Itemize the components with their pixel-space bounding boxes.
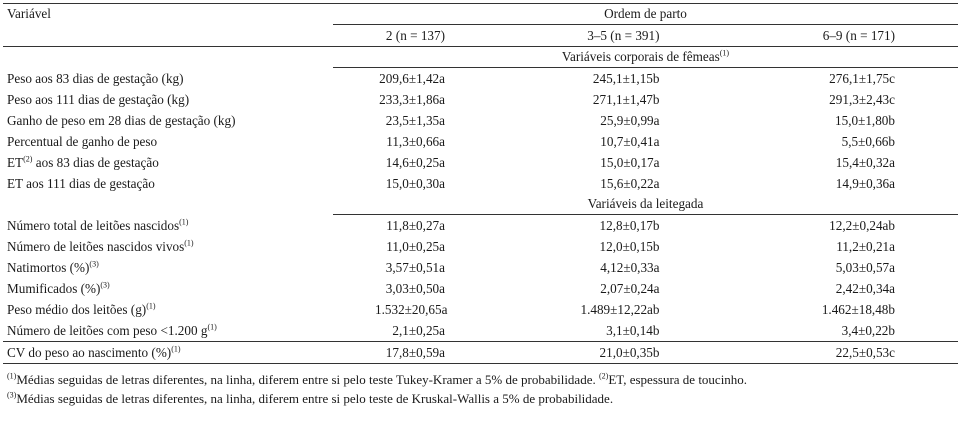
value-cell-2: 245,1±1,15b xyxy=(592,71,660,86)
value-cell-2: 15,6±0,22a xyxy=(600,176,660,191)
footnote-line-1: $^{(1)}$Médias seguidas de letras diferentes, na linha, diferem entre si pelo teste Tukey-Kramer a 5% de probabilidade. $^{(2)}$ET, espessura de toucinho. xyxy=(7,371,748,387)
value-cell-3: 22,5±0,53c xyxy=(724,342,958,364)
value-cell-2: 12,8±0,17b xyxy=(599,218,660,233)
table-row xyxy=(3,173,958,194)
table-row xyxy=(3,320,958,342)
value-cell-2: 12,0±0,15b xyxy=(599,239,660,254)
value-cell-1: 233,3±1,86a xyxy=(379,92,445,107)
value-cell-3: 11,2±0,21a xyxy=(836,239,895,254)
results-table xyxy=(3,3,958,364)
row-label: ET aos 111 dias de gestação xyxy=(7,176,155,191)
footnotes xyxy=(3,370,958,408)
value-cell-3: 276,1±1,75c xyxy=(829,71,895,86)
table-row xyxy=(3,89,958,110)
table-row xyxy=(3,257,958,278)
table-row xyxy=(3,110,958,131)
row-label: Número total de leitões nascidos$^{(1)}$ xyxy=(7,217,189,233)
table-row xyxy=(3,68,958,90)
value-cell-1: 209,6±1,42a xyxy=(379,71,445,86)
value-cell-2: 15,0±0,17a xyxy=(600,155,660,170)
table-row xyxy=(3,152,958,173)
row-label: Peso médio dos leitões $(g)^{(1)}$ xyxy=(7,301,156,317)
table-row xyxy=(3,299,958,320)
row-label: ET$^{(2)}$ aos 83 dias de gestação xyxy=(7,154,159,170)
variable-header: Variável xyxy=(3,4,333,25)
table-row xyxy=(3,215,958,237)
row-label: CV do peso ao nascimento (%)$^{(1)}$ xyxy=(3,342,333,364)
value-cell-2: 10,7±0,41a xyxy=(600,134,660,149)
value-cell-2: 4,12±0,33a xyxy=(600,260,660,275)
value-cell-1: 15,0±0,30a xyxy=(385,176,445,191)
value-cell-3: 14,9±0,36a xyxy=(835,176,895,191)
section-row-litter xyxy=(3,194,958,215)
value-cell-1: 14,6±0,25a xyxy=(385,155,445,170)
value-cell-1: 11,0±0,25a xyxy=(386,239,445,254)
row-label: Número de leitões com peso <1.200 $g^{(1)}$ xyxy=(3,320,333,342)
value-cell-2: 271,1±1,47b xyxy=(592,92,660,107)
value-cell-2: 2,07±0,24a xyxy=(600,281,660,296)
value-cell-1: 1.532±20,65a xyxy=(375,302,448,317)
row-label: Ganho de peso em 28 dias de gestação (kg) xyxy=(7,113,236,128)
row-label: Mumificados (%)$^{(3)}$ xyxy=(7,280,110,296)
value-cell-3: 5,5±0,66b xyxy=(841,134,895,149)
row-label: Número de leitões nascidos vivos$^{(1)}$ xyxy=(7,238,194,254)
value-cell-3: 1.462±18,48b xyxy=(821,302,895,317)
value-cell-3: 5,03±0,57a xyxy=(835,260,895,275)
value-cell-3: 15,4±0,32a xyxy=(835,155,895,170)
value-cell-2: 25,9±0,99a xyxy=(600,113,660,128)
column-header-3: 6–9 (n = 171) xyxy=(724,25,958,47)
value-cell-2: 3,1±0,14b xyxy=(487,320,724,342)
table-row xyxy=(3,236,958,257)
value-cell-3: 291,3±2,43c xyxy=(829,92,895,107)
table-row xyxy=(3,131,958,152)
value-cell-1: 11,3±0,66a xyxy=(386,134,445,149)
header-empty-cell xyxy=(3,25,333,47)
value-cell-2: 1.489±12,22ab xyxy=(580,302,660,317)
table-row xyxy=(3,342,958,364)
value-cell-1: 3,03±0,50a xyxy=(385,281,445,296)
column-header-1: 2 (n = 137) xyxy=(333,25,487,47)
value-cell-3: 3,4±0,22b xyxy=(724,320,958,342)
group-header: Ordem de parto xyxy=(333,4,958,25)
value-cell-3: 2,42±0,34a xyxy=(835,281,895,296)
section-row-females xyxy=(3,47,958,68)
row-label: Peso aos 111 dias de gestação (kg) xyxy=(7,92,190,107)
value-cell-1: 2,1±0,25a xyxy=(333,320,487,342)
section-title-litter: Variáveis da leitegada xyxy=(333,194,958,215)
footnote-line-2: $^{(3)}$Médias seguidas de letras diferentes, na linha, diferem entre si pelo teste de Kruskal-Wallis a 5% de probabilidade. xyxy=(7,390,614,406)
column-header-2: 3–5 (n = 391) xyxy=(487,25,724,47)
table-row xyxy=(3,278,958,299)
value-cell-1: 23,5±1,35a xyxy=(385,113,445,128)
header-row-columns xyxy=(3,25,958,47)
value-cell-1: 11,8±0,27a xyxy=(386,218,445,233)
value-cell-3: 15,0±1,80b xyxy=(835,113,895,128)
value-cell-1: 17,8±0,59a xyxy=(333,342,487,364)
row-label: Natimortos (%)$^{(3)}$ xyxy=(7,259,99,275)
row-label: Peso aos 83 dias de gestação (kg) xyxy=(7,70,184,86)
data-table-container xyxy=(3,0,958,408)
section-title-females: Variáveis corporais de fêmeas$^{(1)}$ xyxy=(333,47,958,68)
value-cell-1: 3,57±0,51a xyxy=(385,260,445,275)
row-label: Percentual de ganho de peso xyxy=(7,134,158,149)
header-row-group xyxy=(3,4,958,25)
value-cell-2: 21,0±0,35b xyxy=(487,342,724,364)
value-cell-3: 12,2±0,24ab xyxy=(829,218,895,233)
